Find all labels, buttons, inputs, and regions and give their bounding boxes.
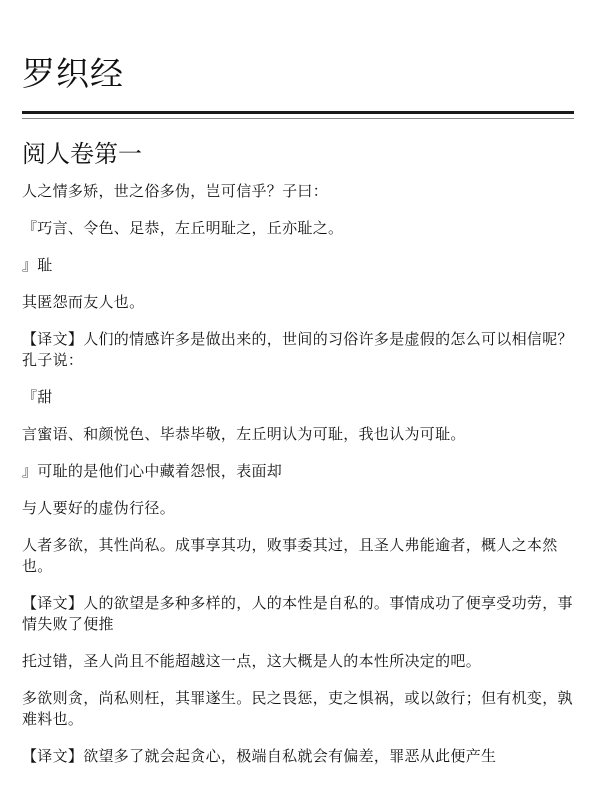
title-divider — [22, 111, 574, 114]
document-body — [22, 181, 574, 783]
paragraph: 多欲则贪，尚私则枉，其罪遂生。民之畏惩，吏之惧祸，或以敛行；但有机变，孰难料也。 — [22, 689, 573, 728]
paragraph: 其匿怨而友人也。 — [22, 293, 145, 311]
title-divider-thin — [22, 118, 574, 119]
paragraph: 【译文】欲望多了就会起贪心，极端自私就会有偏差，罪恶从此便产生 — [22, 747, 497, 765]
paragraph: 【译文】人们的情感许多是做出来的，世间的习俗许多是虚假的怎么可以相信呢？孔子说： — [22, 330, 573, 369]
chapter-title: 阅人卷第一 — [22, 140, 142, 168]
paragraph: 【译文】人的欲望是多种多样的，人的本性是自私的。事情成功了便享受功劳，事情失败了便推 — [22, 594, 573, 633]
paragraph: 』可耻的是他们心中藏着怨恨，表面却 — [22, 462, 283, 480]
paragraph: 人之情多矫，世之俗多伪，岂可信乎？子曰： — [22, 182, 329, 200]
paragraph: 『巧言、令色、足恭，左丘明耻之，丘亦耻之。 — [22, 219, 344, 237]
paragraph: 』耻 — [22, 256, 53, 274]
document-page — [22, 0, 578, 800]
paragraph: 托过错，圣人尚且不能超越这一点，这大概是人的本性所决定的吧。 — [22, 652, 482, 670]
paragraph: 人者多欲，其性尚私。成事享其功，败事委其过，且圣人弗能逾者，概人之本然也。 — [22, 536, 558, 575]
paragraph: 言蜜语、和颜悦色、毕恭毕敬，左丘明认为可耻，我也认为可耻。 — [22, 425, 466, 443]
paragraph: 『甜 — [22, 388, 53, 406]
paragraph: 与人要好的虚伪行径。 — [22, 499, 176, 517]
book-title: 罗织经 — [22, 54, 124, 93]
